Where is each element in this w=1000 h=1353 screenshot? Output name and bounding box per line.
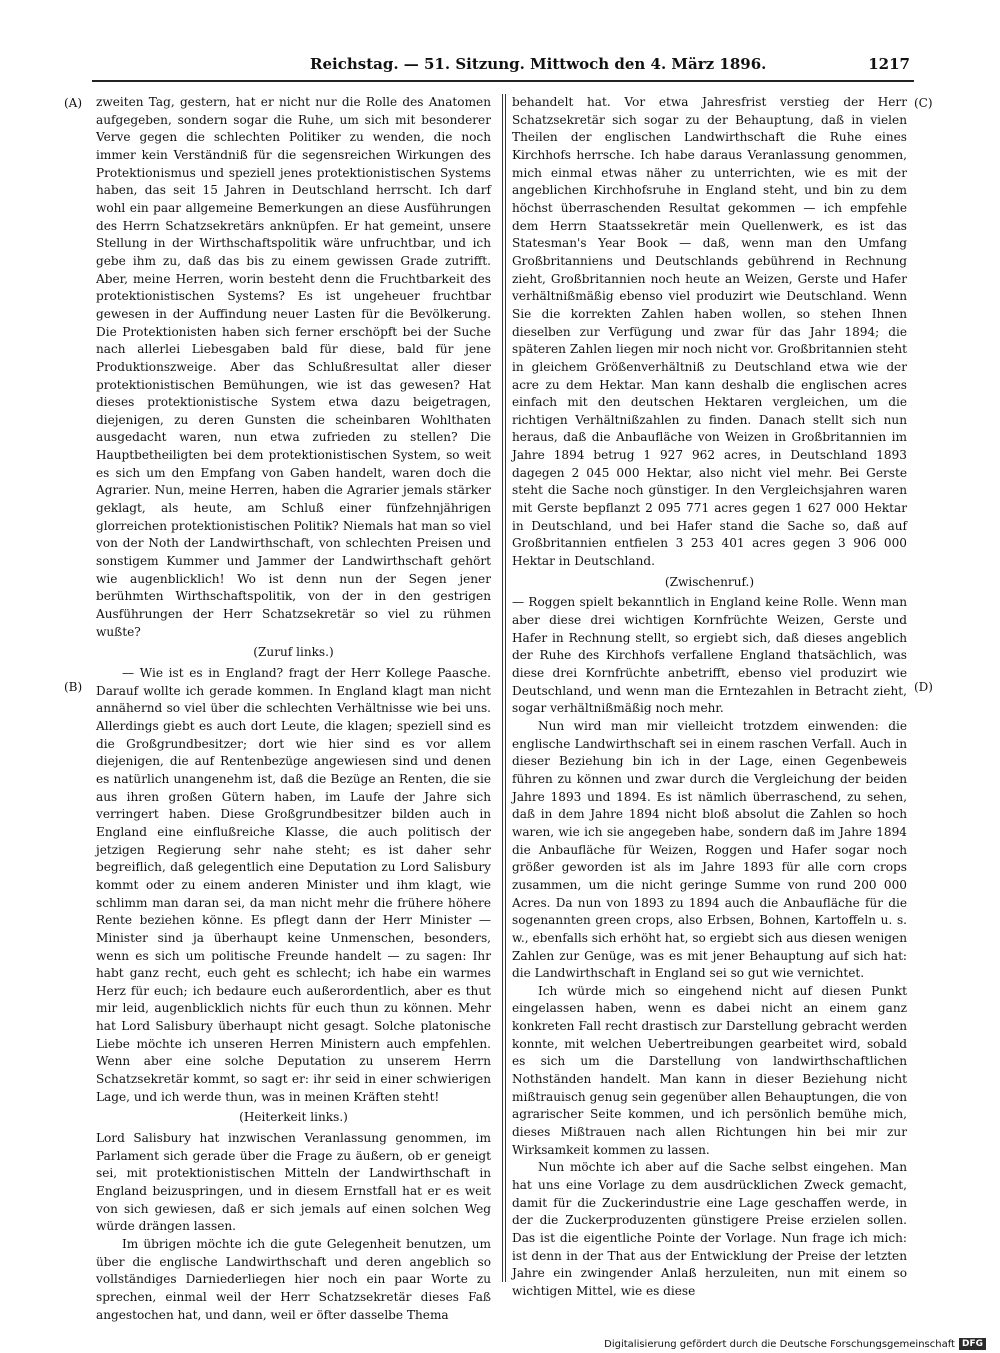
- left-paragraph-3: Lord Salisbury hat inzwischen Veranlassung genommen, im Parlament sich gerade über die Frage zu äußern, ob er geneigt sei, mit protektionistischen Mitteln der Landwirthschaft in England beizuspringen, und in diesem Ernstfall hat er es weit von sich gewiesen, daß er sich jemals auf einen solchen Weg würde drängen lassen.: [96, 1131, 491, 1234]
- left-interjection-2: (Heiterkeit links.): [239, 1110, 348, 1125]
- footer-text: Digitalisierung gefördert durch die Deutsche Forschungsgemeinschaft: [604, 1338, 955, 1350]
- margin-marker-d: (D): [914, 680, 933, 694]
- left-paragraph-2: — Wie ist es in England? fragt der Herr Kollege Paasche. Darauf wollte ich gerade kommen. In England klagt man nicht annähernd so viel über die schlechten Verhältnisse wie bei uns. Allerdings giebt es auch dort Leute, die klagen; speziell sind es die Großgrundbesitzer; dort wie hier sind es vor allem diejenigen, die auf Rentenbezüge angewiesen sind und denen es natürlich unangenehm ist, daß die Bezüge an Renten, die sie aus ihren großen Gütern haben, im Laufe der Jahre sich verringert haben. Diese Großgrundbesitzer bilden auch in England eine einflußreiche Klasse, die auch politisch der jetzigen Regierung sehr nahe steht; es ist daher sehr begreiflich, daß gelegentlich eine Deputation zu Lord Salisbury kommt oder zu einem anderen Minister und ihm klagt, wie schlimm man daran sei, da man nicht mehr die frühere höhere Rente beziehen könne. Es pflegt dann der Herr Minister — Minister sind ja überhaupt keine Unmenschen, besonders, wenn es sich um politische Freunde handelt — zu sagen: Ihr habt ganz recht, euch geht es schlecht; ich habe ein warmes Herz für euch; ich bedaure euch außerordentlich, aber es thut mir leid, augenblicklich nichts für euch thun zu können. Mehr hat Lord Salisbury überhaupt nicht gesagt. Solche platonische Liebe möchte ich unseren Herren Ministern auch empfehlen. Wenn aber eine solche Deputation zu unserem Herrn Schatzsekretär kommt, so sagt er: ihr seid in einer schwierigen Lage, und ich werde thun, was in meinen Kräften steht!: [96, 666, 491, 1104]
- running-title: Reichstag. — 51. Sitzung. Mittwoch den 4. März 1896.: [310, 55, 767, 73]
- column-divider: [502, 94, 503, 1282]
- footer-credit: [604, 1338, 986, 1350]
- margin-marker-c: (C): [914, 96, 933, 110]
- right-paragraph-2: — Roggen spielt bekanntlich in England keine Rolle. Wenn man aber diese drei wichtigen Kornfrüchte Weizen, Gerste und Hafer in Rechnung stellt, so ergiebt sich, daß dieses angeblich der Ruhe des Kirchhofs verfallene England thatsächlich, was diese drei Kornfrüchte anbetrifft, ebenso viel produzirt wie Deutschland, und wenn man die Erntezahlen in Betracht zieht, sogar verhältnißmäßig noch mehr.: [512, 595, 907, 716]
- header-rule: [92, 80, 914, 82]
- left-interjection-1: (Zuruf links.): [253, 645, 334, 660]
- left-column: [96, 94, 491, 1324]
- right-paragraph-1: behandelt hat. Vor etwa Jahresfrist verstieg der Herr Schatzsekretär sich sogar zu der Behauptung, daß in vielen Theilen der englischen Landwirthschaft die Ruhe eines Kirchhofs herrsche. Ich habe daraus Veranlassung genommen, mich einmal etwas näher zu unterrichten, wie es mit der angeblichen Kirchhofsruhe in England steht, und bin zu dem höchst überraschenden Resultat gekommen — ich empfehle dem Herrn Staatssekretär mein Quellenwerk, es ist das Statesman's Year Book — daß, wenn man den Umfang Großbritanniens und Deutschlands gebührend in Rechnung zieht, Großbritannien noch heute an Weizen, Gerste und Hafer verhältnißmäßig ebenso viel produzirt wie Deutschland. Wenn Sie die korrekten Zahlen haben wollen, so stehen Ihnen dieselben zur Verfügung und zwar für das Jahr 1894; die späteren Zahlen liegen mir noch nicht vor. Großbritannien steht in gleichem Größenverhältniß zu Deutschland etwa wie der acre zu dem Hektar. Man kann deshalb die englischen acres einfach mit den deutschen Hektaren vergleichen, um die richtigen Verhältnißzahlen zu finden. Danach stellt sich nun heraus, daß die Anbaufläche von Weizen in Großbritannien im Jahre 1894 betrug 1 927 962 acres, in Deutschland 1893 dagegen 2 045 000 Hektar, also nicht viel mehr. Bei Gerste steht die Sache noch günstiger. In den Vergleichsjahren waren mit Gerste bepflanzt 2 095 771 acres gegen 1 627 000 Hektar in Deutschland, und bei Hafer stand die Sache so, daß auf Großbritannien entfielen 3 253 401 acres gegen 3 906 000 Hektar in Deutschland.: [512, 95, 907, 569]
- page-number: 1217: [868, 55, 910, 73]
- margin-marker-a: (A): [64, 96, 83, 110]
- column-divider-second: [505, 94, 506, 1282]
- left-paragraph-4: Im übrigen möchte ich die gute Gelegenheit benutzen, um über die englische Landwirthschaft und deren angeblich so vollständiges Darniederliegen hier noch ein paar Worte zu sprechen, einmal weil der Herr Schatzsekretär dieses Faß angestochen hat, und dann, weil er öfter dasselbe Thema: [96, 1237, 491, 1322]
- right-column: [512, 94, 907, 1301]
- right-paragraph-5: Nun möchte ich aber auf die Sache selbst eingehen. Man hat uns eine Vorlage zu dem ausdrücklichen Zweck gemacht, damit für die Zuckerindustrie eine Lage geschaffen werde, in der die Zuckerproduzenten günstigere Preise erzielen sollen. Das ist die eigentliche Pointe der Vorlage. Nun frage ich mich: ist denn in der That aus der Entwicklung der Preise der letzten Jahre ein zwingender Anlaß herzuleiten, nun mit einem so wichtigen Mittel, wie es diese: [512, 1160, 907, 1298]
- margin-marker-b: (B): [64, 680, 83, 694]
- right-paragraph-4: Ich würde mich so eingehend nicht auf diesen Punkt eingelassen haben, wenn es dabei nicht an einem ganz konkreten Fall recht drastisch zur Darstellung gebracht werden konnte, mit welchen Uebertreibungen gearbeitet wird, sobald es sich um die Darstellung von landwirthschaftlichen Nothständen handelt. Man kann in dieser Beziehung nicht mißtrauisch genug sein gegenüber allen Behauptungen, die von agrarischer Seite kommen, und ich persönlich bemühe mich, dieses Mißtrauen nach allen Richtungen hin bei mir zur Wirksamkeit kommen zu lassen.: [512, 983, 907, 1157]
- left-paragraph-1: zweiten Tag, gestern, hat er nicht nur die Rolle des Anatomen aufgegeben, sondern sogar die Ruhe, um sich mit besonderer Verve gegen die schlechten Politiker zu wenden, die noch immer kein Verständniß für die segensreichen Wirkungen des Protektionismus und speziell jenes protektionistischen Systems haben, das seit 15 Jahren in Deutschland herrscht. Ich darf wohl ein paar allgemeine Bemerkungen an diese Ausführungen des Herrn Schatzsekretärs anknüpfen. Er hat gemeint, unsere Stellung in der Wirthschaftspolitik wäre unfruchtbar, und ich gebe ihm zu, daß das bis zu einem gewissen Grade zutrifft. Aber, meine Herren, worin besteht denn die Fruchtbarkeit des protektionistischen Systems? Es ist ungeheuer fruchtbar gewesen in der Auffindung neuer Lasten für die Bevölkerung. Die Protektionisten haben sich ferner erschöpft bei der Suche nach allerlei Liebesgaben bald für diese, bald für jene Produktionszweige. Aber das Schlußresultat aller dieser protektionistischen Bemühungen, wie ist das gewesen? Hat dieses protektionistische System etwa dazu beigetragen, diejenigen, zu deren Gunsten die scheinbaren Wohlthaten ausgedacht waren, nun etwa zufrieden zu stellen? Die Hauptbetheiligten bei dem protektionistischen System, so weit es sich um den Empfang von Gaben handelt, waren doch die Agrarier. Nun, meine Herren, haben die Agrarier jemals stärker geklagt, als heute, am Schluß einer fünfzehnjährigen glorreichen protektionistischen Politik? Niemals hat man so viel von der Noth der Landwirthschaft, von schlechten Preisen und sonstigem Kummer und Jammer der Landwirthschaft gehört wie augenblicklich! Wo ist denn nun der Segen jener berühmten Wirthschaftspolitik, von der in den gestrigen Ausführungen der Herr Schatzsekretär so viel zu rühmen wußte?: [96, 95, 491, 639]
- right-paragraph-3: Nun wird man mir vielleicht trotzdem einwenden: die englische Landwirthschaft sei in einem raschen Verfall. Auch in dieser Beziehung bin ich in der Lage, einen Gegenbeweis führen zu können und zwar durch die Vergleichung der beiden Jahre 1893 und 1894. Es ist nämlich überraschend, zu sehen, daß in dem Jahre 1894 nicht bloß absolut die Zahlen so hoch waren, wie ich sie angegeben habe, sondern daß im Jahre 1894 die Anbaufläche für Weizen, Roggen und Hafer sogar noch größer geworden ist als im Jahre 1893 für alle corn crops zusammen, um die nicht geringe Summe von rund 200 000 Acres. Da nun von 1893 zu 1894 auch die Anbaufläche für die sogenannten green crops, also Erbsen, Bohnen, Kartoffeln u. s. w., ebenfalls sich erhöht hat, so ergiebt sich aus diesen wenigen Zahlen zur Genüge, was es mit jener Behauptung auf sich hat: die Landwirthschaft in England sei so gut wie vernichtet.: [512, 718, 907, 981]
- right-interjection-1: (Zwischenruf.): [664, 574, 755, 589]
- dfg-logo: DFG: [959, 1338, 986, 1350]
